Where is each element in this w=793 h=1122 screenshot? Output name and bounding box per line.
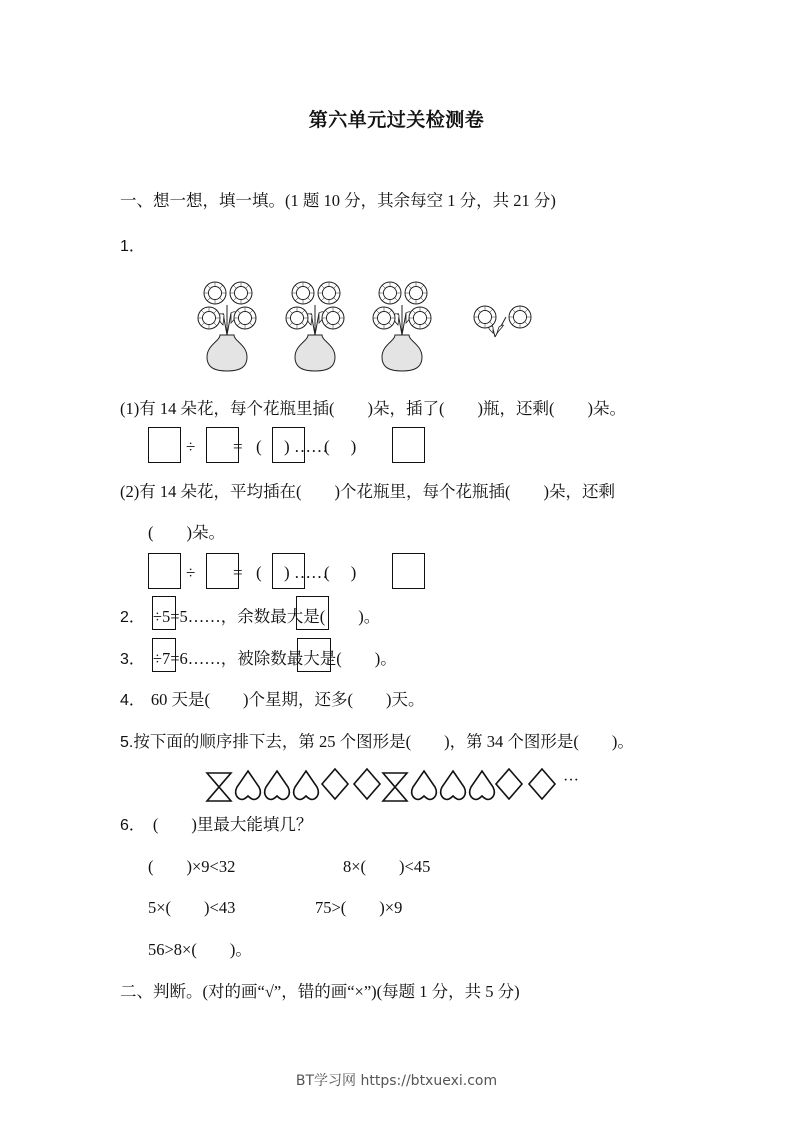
equals-sign: = bbox=[233, 563, 243, 582]
q6-item-5: 56>8×( )。 bbox=[148, 940, 252, 959]
q3-answer-box-overlay[interactable] bbox=[297, 638, 331, 672]
shape-sequence bbox=[205, 765, 605, 805]
remainder-paren: ( ) bbox=[324, 563, 359, 582]
footer-watermark: BT学习网 https://btxuexi.com bbox=[295, 1073, 498, 1089]
paren-close: ) bbox=[284, 563, 290, 582]
heart-icon bbox=[265, 771, 290, 799]
q2-text-a: ÷5=5……，余数 bbox=[152, 607, 271, 626]
heart-icon bbox=[294, 771, 319, 799]
page-title: 第六单元过关检测卷 bbox=[308, 109, 485, 131]
flower-vases-illustration bbox=[190, 275, 550, 375]
heart-icon bbox=[441, 771, 466, 799]
q6-item-1: ( )×9<32 bbox=[148, 857, 236, 876]
heart-icon bbox=[470, 771, 495, 799]
q1-number: 1． bbox=[120, 238, 145, 255]
vase-1 bbox=[198, 282, 256, 371]
paren-open: ( bbox=[256, 437, 262, 456]
answer-box-unit[interactable] bbox=[392, 427, 425, 463]
q6-prompt: ( )里最大能填几？ bbox=[152, 815, 313, 834]
sequence-ellipsis: ··· bbox=[563, 772, 579, 789]
q1-part1-text: (1)有 14 朵花，每个花瓶里插( )朵，插了( )瓶，还剩( )朵。 bbox=[120, 399, 626, 418]
diamond-icon bbox=[496, 769, 522, 799]
question-4 bbox=[120, 689, 425, 712]
q4-text: 60 天是( )个星期，还多( )天。 bbox=[150, 690, 425, 709]
answer-box-unit[interactable] bbox=[392, 553, 425, 589]
heart-icon bbox=[412, 771, 437, 799]
hourglass-icon bbox=[207, 773, 231, 801]
q4-number: 4． bbox=[120, 692, 145, 709]
divide-sign: ÷ bbox=[186, 437, 196, 456]
q2-number: 2． bbox=[120, 609, 145, 626]
answer-box-dividend[interactable] bbox=[148, 427, 181, 463]
q3-text-a: ÷7=6……，被除 bbox=[152, 649, 271, 668]
heart-icon bbox=[236, 771, 261, 799]
question-6 bbox=[120, 814, 312, 837]
equals-sign: = bbox=[233, 437, 243, 456]
diamond-icon bbox=[529, 769, 555, 799]
q1-part2-text-line2: ( )朵。 bbox=[148, 523, 225, 542]
remainder-paren: ( ) bbox=[324, 437, 359, 456]
q2-text-b: 最大是( )。 bbox=[270, 607, 381, 626]
paren-close: ) bbox=[284, 437, 290, 456]
q2-answer-box-overlay[interactable] bbox=[296, 596, 329, 630]
answer-box-dividend[interactable] bbox=[148, 553, 181, 589]
q6-item-3: 5×( )<43 bbox=[148, 898, 236, 917]
section1-heading: 一、想一想，填一填。(1 题 10 分，其余每空 1 分，共 21 分) bbox=[120, 191, 556, 210]
q6-number: 6． bbox=[120, 817, 145, 834]
q5-text: 按下面的顺序排下去，第 25 个图形是( )，第 34 个图形是( )。 bbox=[133, 732, 634, 751]
hourglass-icon bbox=[383, 773, 407, 801]
remainder-dots: …… bbox=[294, 563, 328, 582]
q3-text-b: 数最大是( )。 bbox=[270, 649, 397, 668]
diamond-icon bbox=[322, 769, 348, 799]
q2-answer-box-dividend[interactable] bbox=[152, 596, 176, 630]
q1-part2-text-line1: (2)有 14 朵花，平均插在( )个花瓶里，每个花瓶插( )朵，还剩 bbox=[120, 482, 615, 501]
question-5 bbox=[120, 731, 634, 754]
q3-answer-box-dividend[interactable] bbox=[152, 638, 176, 672]
divide-sign: ÷ bbox=[186, 563, 196, 582]
q3-number: 3． bbox=[120, 651, 145, 668]
vase-2 bbox=[286, 282, 344, 371]
vase-3 bbox=[373, 282, 431, 371]
q6-item-2: 8×( )<45 bbox=[343, 857, 431, 876]
section2-heading: 二、判断。(对的画“√”，错的画“×”)(每题 1 分，共 5 分) bbox=[120, 982, 520, 1001]
paren-open: ( bbox=[256, 563, 262, 582]
remainder-dots: …… bbox=[294, 437, 328, 456]
q6-item-4: 75>( )×9 bbox=[315, 898, 403, 917]
q5-number: 5. bbox=[120, 734, 134, 751]
diamond-icon bbox=[354, 769, 380, 799]
